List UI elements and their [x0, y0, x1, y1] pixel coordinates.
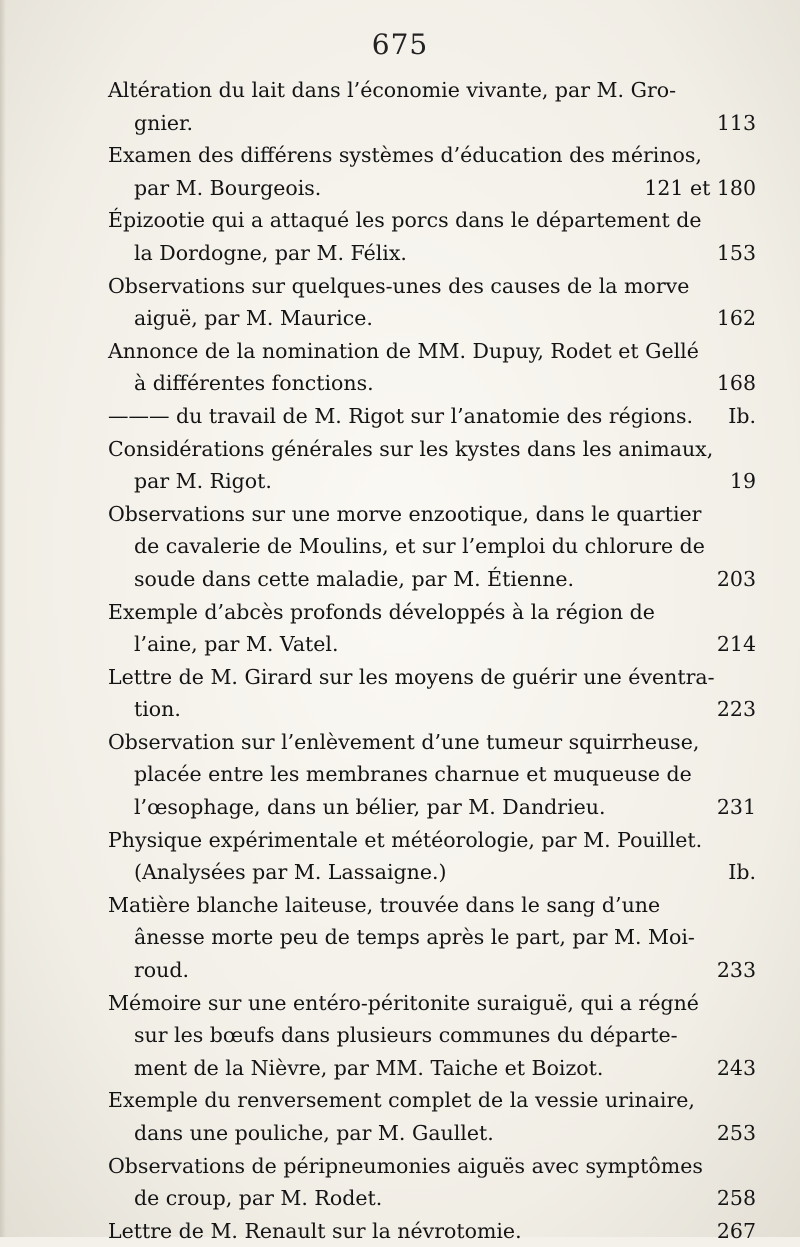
toc-entry — [108, 726, 756, 824]
toc-entry — [108, 270, 756, 335]
toc-entry — [108, 1084, 756, 1149]
entry-continuation-line: sur les bœufs dans plusieurs communes du départe- — [134, 1023, 678, 1048]
entry-title-line: Considérations générales sur les kystes dans les animaux, — [108, 436, 714, 461]
entry-continuation-line: de cavalerie de Moulins, et sur l’emploi du chlorure de — [134, 534, 705, 559]
entry-page-number: 168 — [716, 371, 756, 396]
entry-page-number: 253 — [716, 1121, 756, 1145]
table-of-contents — [108, 74, 756, 1247]
entry-continuation-line: aiguë, par M. Maurice. 162 — [108, 302, 756, 335]
entry-continuation-line: l’œsophage, dans un bélier, par M. Dandrieu. 231 — [108, 791, 756, 824]
toc-entry — [108, 204, 756, 269]
entry-title-line: Physique expérimentale et météorologie, par M. Pouillet. — [108, 827, 703, 852]
toc-entry — [108, 400, 756, 433]
entry-title-line: Exemple du renversement complet de la vessie urinaire, — [108, 1088, 695, 1113]
entry-title-line: Observation sur l’enlèvement d’une tumeur squirrheuse, — [108, 729, 700, 754]
entry-title-line: Mémoire sur une entéro-péritonite suraiguë, qui a régné — [108, 990, 699, 1015]
toc-entry — [108, 433, 756, 498]
toc-entry — [108, 889, 756, 987]
entry-continuation-line: roud. 233 — [108, 954, 756, 987]
entry-title-line: Épizootie qui a attaqué les porcs dans le département de — [108, 208, 702, 233]
entry-page-number: 162 — [716, 306, 756, 331]
entry-page-number: 267 — [716, 1218, 756, 1243]
entry-title-line: Observations de péripneumonies aiguës avec symptômes — [108, 1153, 703, 1178]
entry-page-number: 223 — [716, 697, 756, 722]
page-edge-shadow — [0, 0, 6, 1237]
toc-entry — [108, 824, 756, 889]
toc-entry — [108, 596, 756, 661]
entry-page-number: 113 — [716, 110, 756, 135]
entry-continuation-line: de croup, par M. Rodet. 258 — [108, 1182, 756, 1215]
entry-continuation-line: ment de la Nièvre, par MM. Taiche et Boizot. 243 — [108, 1052, 756, 1085]
entry-page-number: 203 — [716, 566, 756, 591]
entry-page-number: 214 — [716, 632, 756, 657]
entry-title-line: Altération du lait dans l’économie vivante, par M. Gro- — [108, 78, 677, 102]
entry-continuation-line: par M. Rigot. 19 — [108, 465, 756, 498]
entry-title-line: Lettre de M. Girard sur les moyens de guérir une éventra- — [108, 664, 715, 689]
entry-continuation-line: l’aine, par M. Vatel. 214 — [108, 628, 756, 661]
entry-page-number: 153 — [716, 240, 756, 265]
toc-entry — [108, 74, 756, 139]
entry-continuation-line: la Dordogne, par M. Félix. 153 — [108, 237, 756, 270]
toc-entry — [108, 661, 756, 726]
entry-continuation-line: à différentes fonctions. 168 — [108, 367, 756, 400]
entry-page-number: 231 — [716, 795, 756, 820]
entry-continuation-line: soude dans cette maladie, par M. Étienne. 203 — [108, 563, 756, 596]
entry-continuation-line: par M. Bourgeois. 121 et 180 — [108, 172, 756, 205]
entry-continuation-line: tion. 223 — [108, 693, 756, 726]
toc-entry — [108, 1150, 756, 1215]
entry-page-number: Ib. — [728, 403, 756, 428]
entry-title-line: ——— du travail de M. Rigot sur l’anatomie des régions. Ib. — [108, 400, 756, 433]
entry-page-number: 121 et 180 — [644, 175, 756, 200]
entry-continuation-line: (Analysées par M. Lassaigne.) Ib. — [108, 856, 756, 889]
entry-title-line: Annonce de la nomination de MM. Dupuy, Rodet et Gellé — [108, 338, 699, 363]
entry-title-line: Matière blanche laiteuse, trouvée dans le sang d’une — [108, 892, 661, 917]
toc-entry — [108, 1215, 756, 1247]
entry-continuation-line: gnier. 113 — [108, 107, 756, 140]
entry-title-line: Examen des différens systèmes d’éducation des mérinos, — [108, 143, 702, 168]
entry-page-number: Ib. — [728, 860, 756, 885]
entry-page-number: 19 — [729, 469, 756, 494]
entry-page-number: 258 — [716, 1186, 756, 1211]
entry-title-line: Lettre de M. Renault sur la névrotomie. 267 — [108, 1215, 756, 1247]
toc-entry — [108, 335, 756, 400]
entry-title-line: Observations sur quelques-unes des causes de la morve — [108, 273, 690, 298]
entry-page-number: 243 — [716, 1055, 756, 1080]
toc-entry — [108, 498, 756, 596]
entry-continuation-line: ânesse morte peu de temps après le part, par M. Moi- — [134, 925, 695, 950]
entry-title-line: Observations sur une morve enzootique, dans le quartier — [108, 501, 702, 526]
entry-continuation-line: placée entre les membranes charnue et muqueuse de — [134, 762, 692, 787]
toc-entry — [108, 987, 756, 1085]
toc-entry — [108, 139, 756, 204]
page-number: 675 — [371, 28, 429, 61]
entry-continuation-line: dans une pouliche, par M. Gaullet. 253 — [108, 1117, 756, 1150]
entry-title-line: Exemple d’abcès profonds développés à la région de — [108, 599, 655, 624]
entry-page-number: 233 — [716, 958, 756, 983]
